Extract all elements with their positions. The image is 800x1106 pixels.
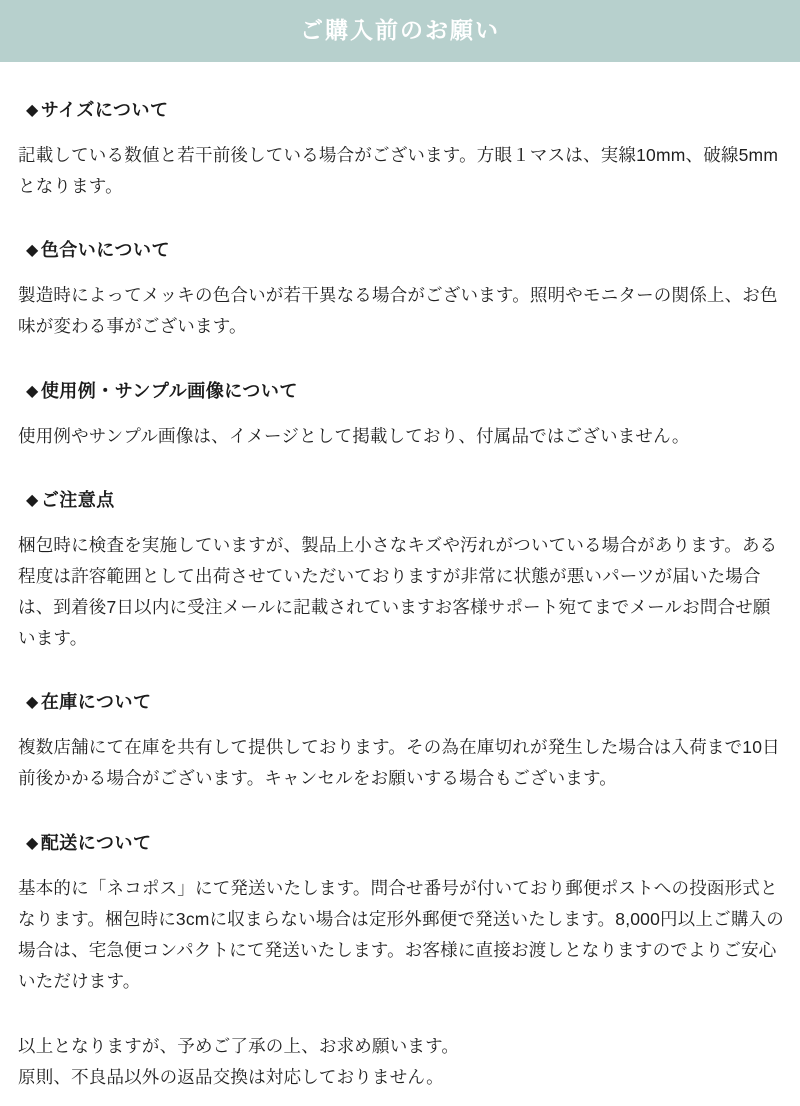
- notice-content: [0, 96, 800, 1103]
- section-heading-caution-label: ご注意点: [40, 489, 115, 510]
- section-heading-size-label: サイズについて: [40, 100, 169, 120]
- section-size: [16, 96, 784, 202]
- diamond-bullet-icon: ◆: [26, 694, 39, 712]
- page-header-band: [0, 0, 800, 62]
- closing-line-2: 原則、不良品以外の返品交換は対応しておりません。: [18, 1067, 444, 1088]
- section-shipping: [16, 829, 784, 998]
- section-body-shipping: 基本的に「ネコポス」にて発送いたします。問合せ番号が付いており郵便ポストへの投函形式となります。梱包時に3cmに収まらない場合は定形外郵便で発送いたします。8,000円以上ご購入の場合は、宅急便コンパクトにて発送いたします。お客様に直接お渡しとなりますのでよりご安心いただけます。: [18, 877, 784, 991]
- closing-note: [18, 1031, 784, 1093]
- section-body-caution: 梱包時に検査を実施していますが、製品上小さなキズや汚れがついている場合があります。ある程度は許容範囲として出荷させていただいておりますが非常に状態が悪いパーツが届いた場合は、到着後7日以内に受注メールに記載されていますお客様サポート宛てまでメールお問合せ願います。: [18, 534, 778, 649]
- section-heading-sample-image-label: 使用例・サンプル画像について: [40, 380, 298, 401]
- section-heading-size: [26, 96, 784, 122]
- section-heading-stock: [26, 688, 784, 714]
- section-heading-stock-label: 在庫について: [40, 692, 152, 713]
- section-heading-shipping-label: 配送について: [40, 832, 152, 853]
- closing-line-1: 以上となりますが、予めご了承の上、お求め願います。: [18, 1036, 460, 1057]
- section-sample-image: [16, 377, 784, 452]
- section-color: [16, 236, 784, 342]
- page-title: ご購入前のお願い: [300, 17, 500, 44]
- diamond-bullet-icon: ◆: [26, 102, 39, 119]
- section-heading-caution: [26, 486, 784, 512]
- section-caution: [16, 486, 784, 655]
- section-body-stock: 複数店舗にて在庫を共有して提供しております。その為在庫切れが発生した場合は入荷まで10日前後かかる場合がございます。キャンセルをお願いする場合もございます。: [18, 737, 780, 789]
- diamond-bullet-icon: ◆: [26, 491, 39, 509]
- section-body-size: 記載している数値と若干前後している場合がございます。方眼１マスは、実線10mm、破線5mmとなります。: [18, 145, 779, 197]
- diamond-bullet-icon: ◆: [26, 834, 39, 852]
- diamond-bullet-icon: ◆: [26, 382, 39, 400]
- section-body-color: 製造時によってメッキの色合いが若干異なる場合がございます。照明やモニターの関係上、お色味が変わる事がございます。: [18, 285, 778, 337]
- section-stock: [16, 688, 784, 794]
- section-heading-shipping: [26, 829, 784, 855]
- diamond-bullet-icon: ◆: [26, 242, 39, 260]
- section-body-sample-image: 使用例やサンプル画像は、イメージとして掲載しており、付属品ではございません。: [18, 425, 690, 446]
- section-heading-color: [26, 236, 784, 262]
- section-heading-sample-image: [26, 377, 784, 403]
- section-heading-color-label: 色合いについて: [40, 240, 170, 261]
